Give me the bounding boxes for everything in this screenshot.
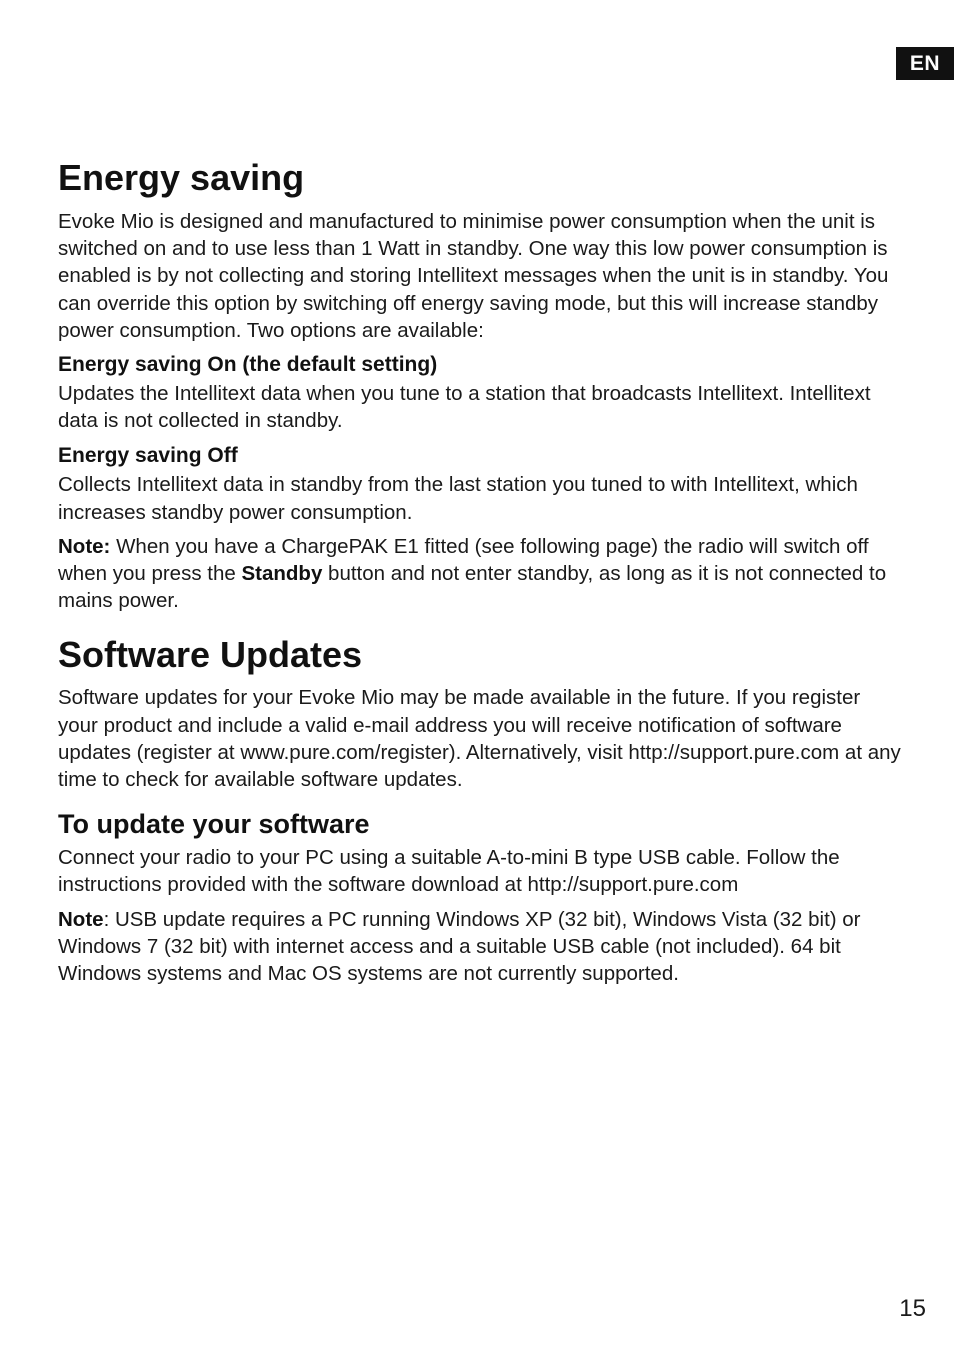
page-content — [58, 150, 903, 987]
note-text-end: button and not enter standby, as long as it is not connected to mains power. — [58, 562, 887, 613]
software-updates-title: Software Updates — [58, 634, 363, 676]
page-number: 15 — [899, 1295, 926, 1322]
note-label: Note: — [58, 534, 111, 558]
update-software-text: Connect your radio to your PC using a suitable A-to-mini B type USB cable. Follow the instructions provided with the software download at http://support.pure.com — [58, 846, 840, 897]
energy-saving-off-heading: Energy saving Off — [58, 444, 238, 468]
update-software-heading: To update your software — [58, 809, 370, 840]
energy-saving-note — [58, 533, 903, 615]
note-text: When you have a ChargePAK E1 fitted (see following page) the radio will switch off when you press the — [58, 534, 869, 586]
software-updates-note — [58, 906, 903, 988]
standby-label: Standby — [241, 562, 323, 586]
energy-saving-intro: Evoke Mio is designed and manufactured to minimise power consumption when the unit is switched on and to use less than 1 Watt in standby. One way this low power consumption is enabled is by not collecting and storing Intellitext messages when the unit is in standby. You can override this option by switching off energy saving mode, but this will increase standby power consumption. Two options are available: — [58, 210, 889, 342]
software-updates-intro: Software updates for your Evoke Mio may be made available in the future. If you register your product and include a valid e-mail address you will receive notification of software updates (register at www.pure.com/register). Alternatively, visit http://support.pure.com at any time to check for available software updates. — [58, 686, 901, 792]
energy-saving-on-heading: Energy saving On (the default setting) — [58, 353, 438, 377]
energy-saving-title: Energy saving — [58, 157, 305, 198]
note-text: : USB update requires a PC running Windows XP (32 bit), Windows Vista (32 bit) or Windows 7 (32 bit) with internet access and a suitable USB cable (not included). 64 bit Windows systems and Mac OS systems are not currently supported. — [58, 907, 861, 986]
language-badge: EN — [896, 47, 954, 80]
note-label: Note — [58, 907, 104, 931]
energy-saving-off-text: Collects Intellitext data in standby from the last station you tuned to with Intellitext, which increases standby power consumption. — [58, 473, 858, 524]
energy-saving-on-text: Updates the Intellitext data when you tune to a station that broadcasts Intellitext. Intellitext data is not collected in standby. — [58, 382, 871, 433]
